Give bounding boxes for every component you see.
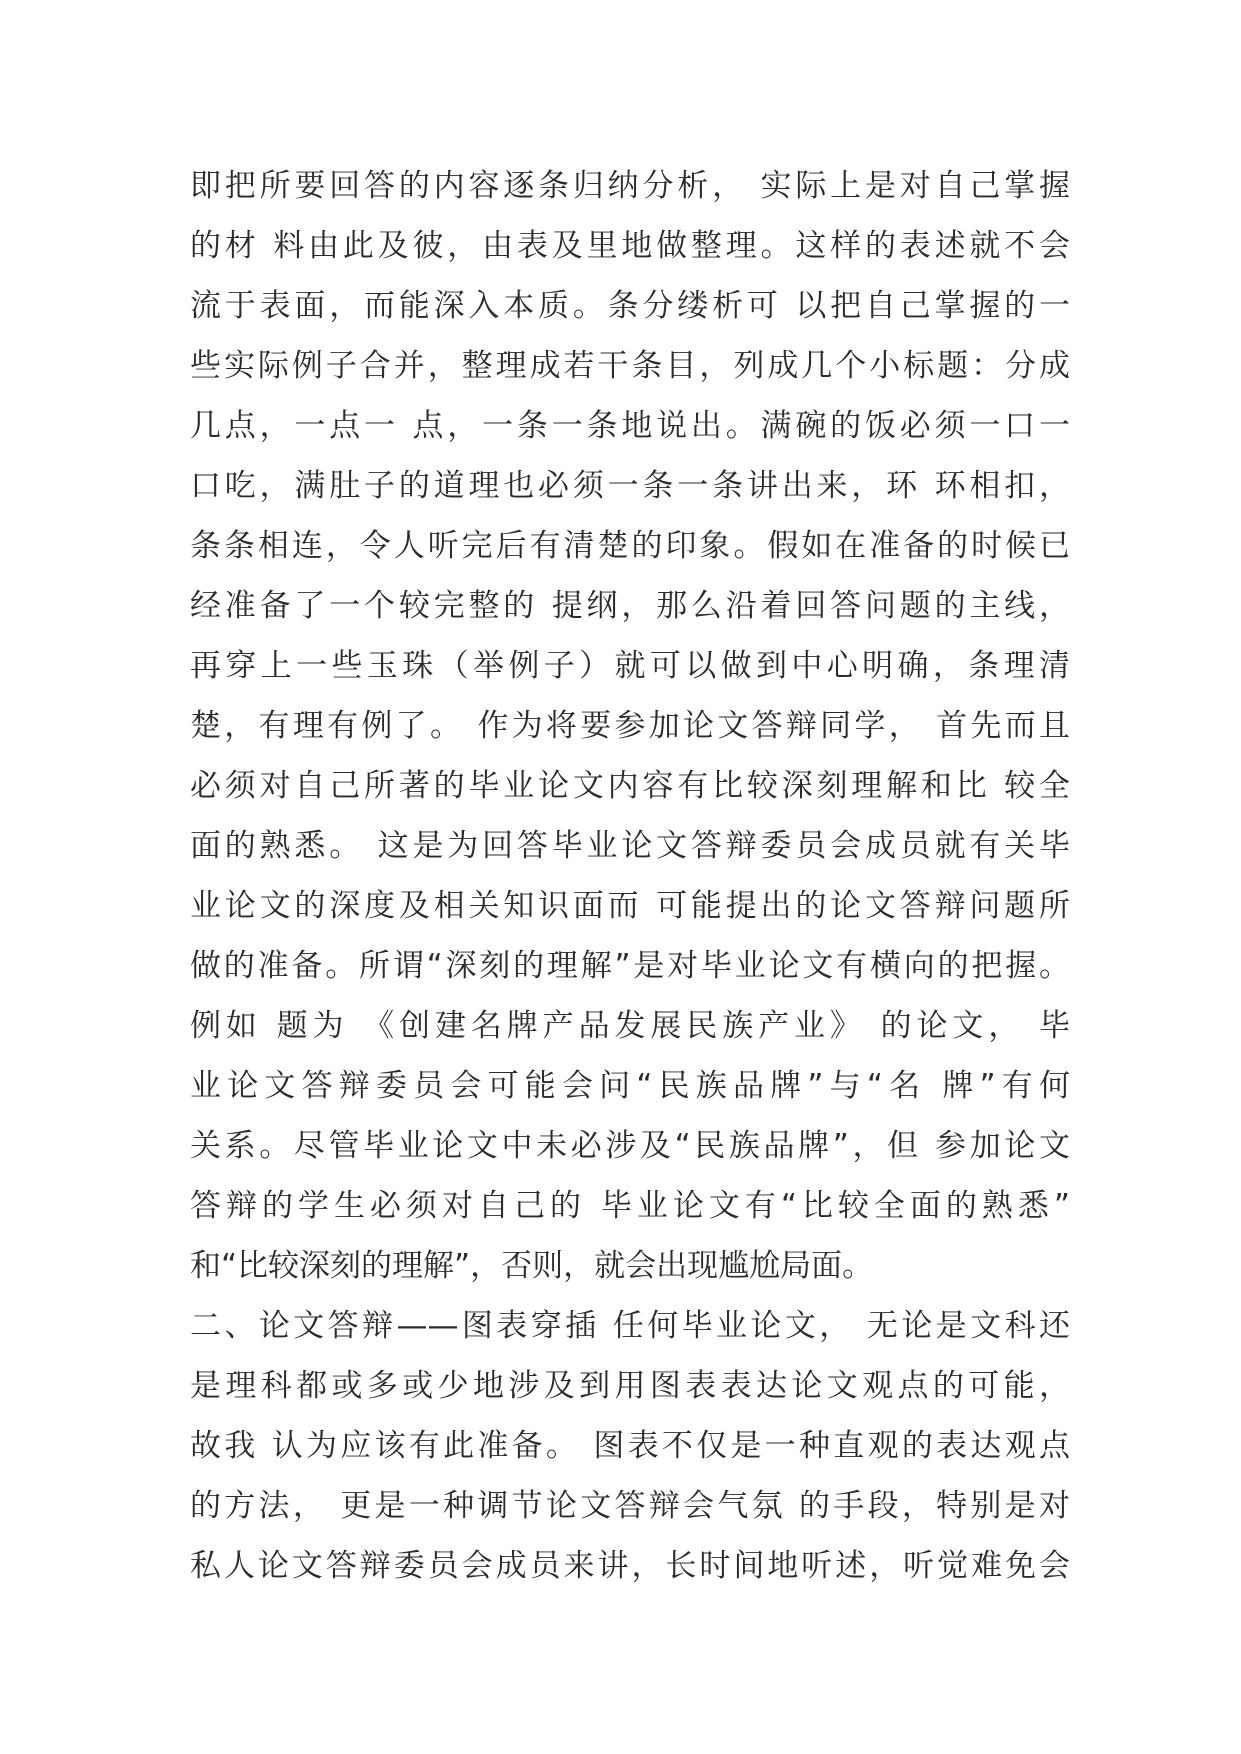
text-line: 的方法， 更是一种调节论文答辩会气氛 的手段，特别是对 [190, 1488, 1070, 1524]
text-line: 再穿上一些玉珠（举例子）就可以做到中心明确，条理清 [190, 648, 1070, 684]
text-line: 楚，有理有例了。 作为将要参加论文答辩同学， 首先而且 [190, 708, 1070, 744]
text-line: 即把所要回答的内容逐条归纳分析， 实际上是对自己掌握 [190, 168, 1070, 204]
body-text [190, 156, 1070, 1596]
text-line: 几点，一点一 点，一条一条地说出。满碗的饭必须一口一 [190, 408, 1070, 444]
text-line: 的材 料由此及彼，由表及里地做整理。这样的表述就不会 [190, 228, 1070, 264]
text-line: 条条相连，令人听完后有清楚的印象。假如在准备的时候已 [190, 528, 1070, 564]
text-line: 口吃，满肚子的道理也必须一条一条讲出来，环 环相扣， [190, 468, 1070, 504]
text-line: 例如 题为 《创建名牌产品发展民族产业》 的论文， 毕 [190, 1008, 1070, 1044]
text-line: 故我 认为应该有此准备。 图表不仅是一种直观的表达观点 [190, 1428, 1070, 1464]
text-line: 经准备了一个较完整的 提纲，那么沿着回答问题的主线， [190, 588, 1070, 624]
text-line: 关系。尽管毕业论文中未必涉及“民族品牌”，但 参加论文 [190, 1128, 1070, 1164]
text-line: 和“比较深刻的理解”，否则，就会出现尴尬局面。 [190, 1248, 874, 1284]
text-line: 二、论文答辩——图表穿插 任何毕业论文， 无论是文科还 [190, 1308, 1070, 1344]
text-line: 业论文的深度及相关知识面而 可能提出的论文答辩问题所 [190, 888, 1070, 924]
text-line: 些实际例子合并，整理成若干条目，列成几个小标题：分成 [190, 348, 1070, 384]
text-line: 业论文答辩委员会可能会问“民族品牌”与“名 牌”有何 [190, 1068, 1070, 1104]
text-line: 流于表面，而能深入本质。条分缕析可 以把自己掌握的一 [190, 288, 1070, 324]
text-line: 私人论文答辩委员会成员来讲，长时间地听述，听觉难免会 [190, 1548, 1070, 1584]
text-line: 必须对自己所著的毕业论文内容有比较深刻理解和比 较全 [190, 768, 1070, 804]
text-line: 答辩的学生必须对自己的 毕业论文有“比较全面的熟悉” [190, 1188, 1070, 1224]
text-line: 面的熟悉。 这是为回答毕业论文答辩委员会成员就有关毕 [190, 828, 1070, 864]
text-line: 是理科都或多或少地涉及到用图表表达论文观点的可能， [190, 1368, 1070, 1404]
text-line: 做的准备。所谓“深刻的理解”是对毕业论文有横向的把握。 [190, 948, 1070, 984]
